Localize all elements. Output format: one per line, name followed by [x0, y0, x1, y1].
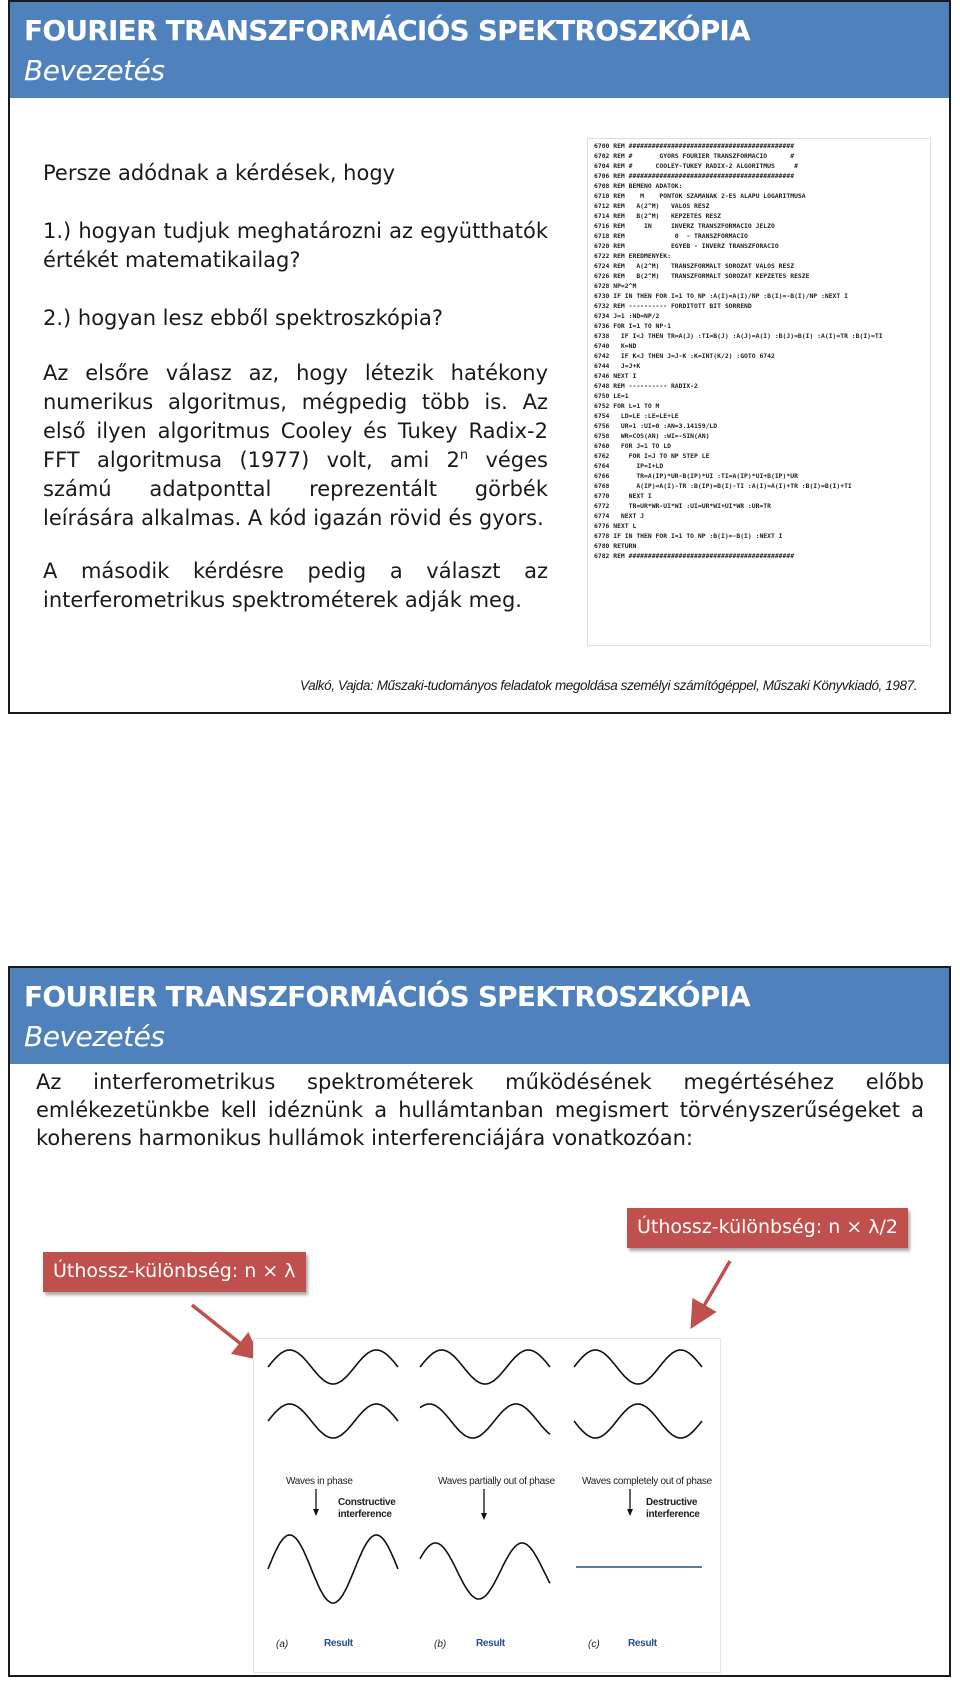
code-line: 6768 A(IP)=A(I)-TR :B(IP)=B(I)-TI :A(I)=A(I)+TR :B(I)=B(I)+TI — [594, 482, 852, 490]
answer-1-paragraph — [43, 359, 548, 533]
text-line: koherens harmonikus hullámok interferenciájára vonatkozóan: — [36, 1126, 693, 1150]
text-line: első ilyen algoritmus Cooley és Tukey Radix-2 — [43, 419, 548, 443]
code-line: 6734 J=1 :ND=NP/2 — [594, 312, 660, 320]
code-line: 6754 LD=LE :LE=LE+LE — [594, 412, 679, 420]
code-line: 6750 LE=1 — [594, 392, 629, 400]
text-fragment: FFT algoritmusa (1977) volt, ami 2 — [43, 448, 460, 472]
wave-a-middle — [268, 1404, 398, 1438]
down-arrow-c-head — [627, 1509, 633, 1516]
caption-waves-completely-out: Waves completely out of phase — [582, 1476, 712, 1487]
code-line: 6720 REM EGYEB - INVERZ TRANSZFORACIO — [594, 242, 779, 250]
code-line: 6728 NP=2^M — [594, 282, 637, 290]
code-line: 6748 REM ---------- RADIX-2 — [594, 382, 698, 390]
superscript: n — [459, 448, 469, 463]
code-line: 6718 REM 0 - TRANSZFORMACIO — [594, 232, 748, 240]
arrow-right — [694, 1261, 730, 1323]
slide-title: FOURIER TRANSZFORMÁCIÓS SPEKTROSZKÓPIA — [24, 14, 750, 47]
code-line: 6736 FOR I=1 TO NP-1 — [594, 322, 671, 330]
code-line: 6776 NEXT L — [594, 522, 637, 530]
code-line: 6766 TR=A(IP)*UR-B(IP)*UI :TI=A(IP)*UI+B(IP)*UR — [594, 472, 798, 480]
code-line: 6756 UR=1 :UI=0 :AN=3.14159/LD — [594, 422, 718, 430]
label-interference: interference — [646, 1509, 700, 1520]
citation: Valkó, Vajda: Műszaki-tudományos feladatok megoldása személyi számítógéppel, Műszaki Könyvkiadó, 1987. — [300, 678, 918, 693]
code-line: 6772 TR=UR*WR-UI*WI :UI=UR*WI+UI*WR :UR=TR — [594, 502, 771, 510]
text-line: interferometrikus spektrométerek adják meg. — [43, 588, 522, 612]
question-1 — [43, 217, 548, 275]
text-line: Az elsőre válasz az, hogy létezik hatékony — [43, 361, 548, 385]
wave-b-middle — [420, 1404, 550, 1438]
code-line: 6746 NEXT I — [594, 372, 637, 380]
slide-2 — [8, 966, 951, 1677]
panel-letter-b: (b) — [434, 1639, 447, 1650]
text-line: 2.) hogyan lesz ebből spektroszkópia? — [43, 306, 444, 330]
slide-subtitle: Bevezetés — [24, 54, 165, 87]
callout-path-difference-half-lambda: Úthossz-különbség: n × λ/2 — [627, 1208, 908, 1248]
wave-a-result — [268, 1535, 398, 1603]
code-line: 6758 WR=COS(AN) :WI=-SIN(AN) — [594, 432, 710, 440]
code-line: 6770 NEXT I — [594, 492, 652, 500]
answer-2-paragraph — [43, 557, 548, 615]
code-line: 6732 REM ---------- FORDITOTT BIT SORREND — [594, 302, 752, 310]
fft-code-listing-image — [587, 138, 931, 646]
caption-waves-partially-out: Waves partially out of phase — [438, 1476, 555, 1487]
question-intro — [43, 159, 548, 188]
text-line: emlékezetünkbe kell idéznünk a hullámtanban megismert törvényszerűségeket a — [36, 1098, 924, 1122]
code-line: 6724 REM A(2^M) TRANSZFORMALT SOROZAT VALOS RESZ — [594, 262, 795, 270]
text-line: Az interferometrikus spektrométerek működésének megértéséhez előbb — [36, 1070, 924, 1094]
code-line: 6762 FOR I=J TO NP STEP LE — [594, 452, 710, 460]
code-line: 6738 IF I<J THEN TR=A(J) :TI=B(J) :A(J)=A(I) :B(J)=B(I) :A(I)=TR :B(I)=TI — [594, 332, 883, 340]
caption-waves-in-phase: Waves in phase — [286, 1476, 353, 1487]
result-label-c: Result — [628, 1638, 657, 1649]
text-line: leírására alkalmas. A kód igazán rövid és gyors. — [43, 506, 544, 530]
wave-b-result — [420, 1543, 550, 1599]
code-line: 6774 NEXT J — [594, 512, 645, 520]
slide-subtitle: Bevezetés — [24, 1020, 165, 1053]
wave-a-top — [268, 1350, 398, 1384]
code-line: 6740 K=ND — [594, 342, 637, 350]
slide-1 — [8, 0, 951, 714]
code-line: 6708 REM BEMENO ADATOK: — [594, 182, 683, 190]
code-line: 6730 IF IN THEN FOR I=1 TO NP :A(I)=A(I)/NP :B(I)=-B(I)/NP :NEXT I — [594, 292, 848, 300]
code-line: 6752 FOR L=1 TO M — [594, 402, 660, 410]
question-2 — [43, 304, 548, 333]
text-line: A második kérdésre pedig a választ az — [43, 559, 548, 583]
down-arrow-a-head — [313, 1509, 319, 1516]
result-label-a: Result — [324, 1638, 353, 1649]
code-line: 6710 REM M PONTOK SZAMANAK 2-ES ALAPU LOGARITMUSA — [594, 192, 806, 200]
callout-path-difference-lambda: Úthossz-különbség: n × λ — [43, 1252, 306, 1292]
code-line: 6702 REM # GYORS FOURIER TRANSZFORMACIO # — [594, 152, 795, 160]
code-line: 6780 RETURN — [594, 542, 637, 550]
arrow-left — [192, 1305, 256, 1356]
code-line: 6778 IF IN THEN FOR I=1 TO NP :B(I)=-B(I) :NEXT I — [594, 532, 783, 540]
text-line: numerikus algoritmus, mégpedig több is. Az — [43, 390, 548, 414]
code-line: 6782 REM ########################################### — [594, 552, 795, 560]
text-fragment: véges — [468, 448, 548, 472]
wave-b-top — [420, 1350, 550, 1384]
text-line: 1.) hogyan tudjuk meghatározni az együtthatók — [43, 219, 548, 243]
label-interference: interference — [338, 1509, 392, 1520]
label-destructive: Destructive — [646, 1497, 698, 1508]
slide-title: FOURIER TRANSZFORMÁCIÓS SPEKTROSZKÓPIA — [24, 980, 750, 1013]
down-arrow-b-head — [481, 1513, 487, 1520]
text-line: értékét matematikailag? — [43, 248, 301, 272]
code-line: 6744 J=J+K — [594, 362, 641, 370]
panel-letter-c: (c) — [588, 1639, 600, 1650]
panel-letter-a: (a) — [276, 1639, 289, 1650]
code-line: 6712 REM A(2^M) VALOS RESZ — [594, 202, 710, 210]
code-line: 6716 REM IN INVERZ TRANSZFORMACIO JELZO — [594, 222, 775, 230]
label-constructive: Constructive — [338, 1497, 396, 1508]
code-line: 6722 REM EREDMENYEK: — [594, 252, 671, 260]
slide-header — [10, 2, 949, 98]
code-line: 6704 REM # COOLEY-TUKEY RADIX-2 ALGORITMUS # — [594, 162, 798, 170]
code-line: 6764 IP=I+LD — [594, 462, 664, 470]
code-line: 6706 REM ########################################### — [594, 172, 795, 180]
text-line — [43, 446, 548, 475]
code-line: 6760 FOR J=1 TO LD — [594, 442, 671, 450]
wave-c-top — [574, 1350, 702, 1384]
result-label-b: Result — [476, 1638, 505, 1649]
code-line: 6714 REM B(2^M) KEPZETES RESZ — [594, 212, 721, 220]
wave-c-middle — [574, 1404, 702, 1438]
code-line: 6742 IF K<J THEN J=J-K :K=INT(K/2) :GOTO 6742 — [594, 352, 775, 360]
wave-interference-figure — [253, 1338, 721, 1673]
text-line: Persze adódnak a kérdések, hogy — [43, 161, 396, 185]
text-line: számú adatponttal reprezentált görbék — [43, 477, 548, 501]
code-line: 6726 REM B(2^M) TRANSZFORMALT SOROZAT KEPZETES RESZE — [594, 272, 810, 280]
code-line: 6700 REM ########################################### — [594, 142, 795, 150]
